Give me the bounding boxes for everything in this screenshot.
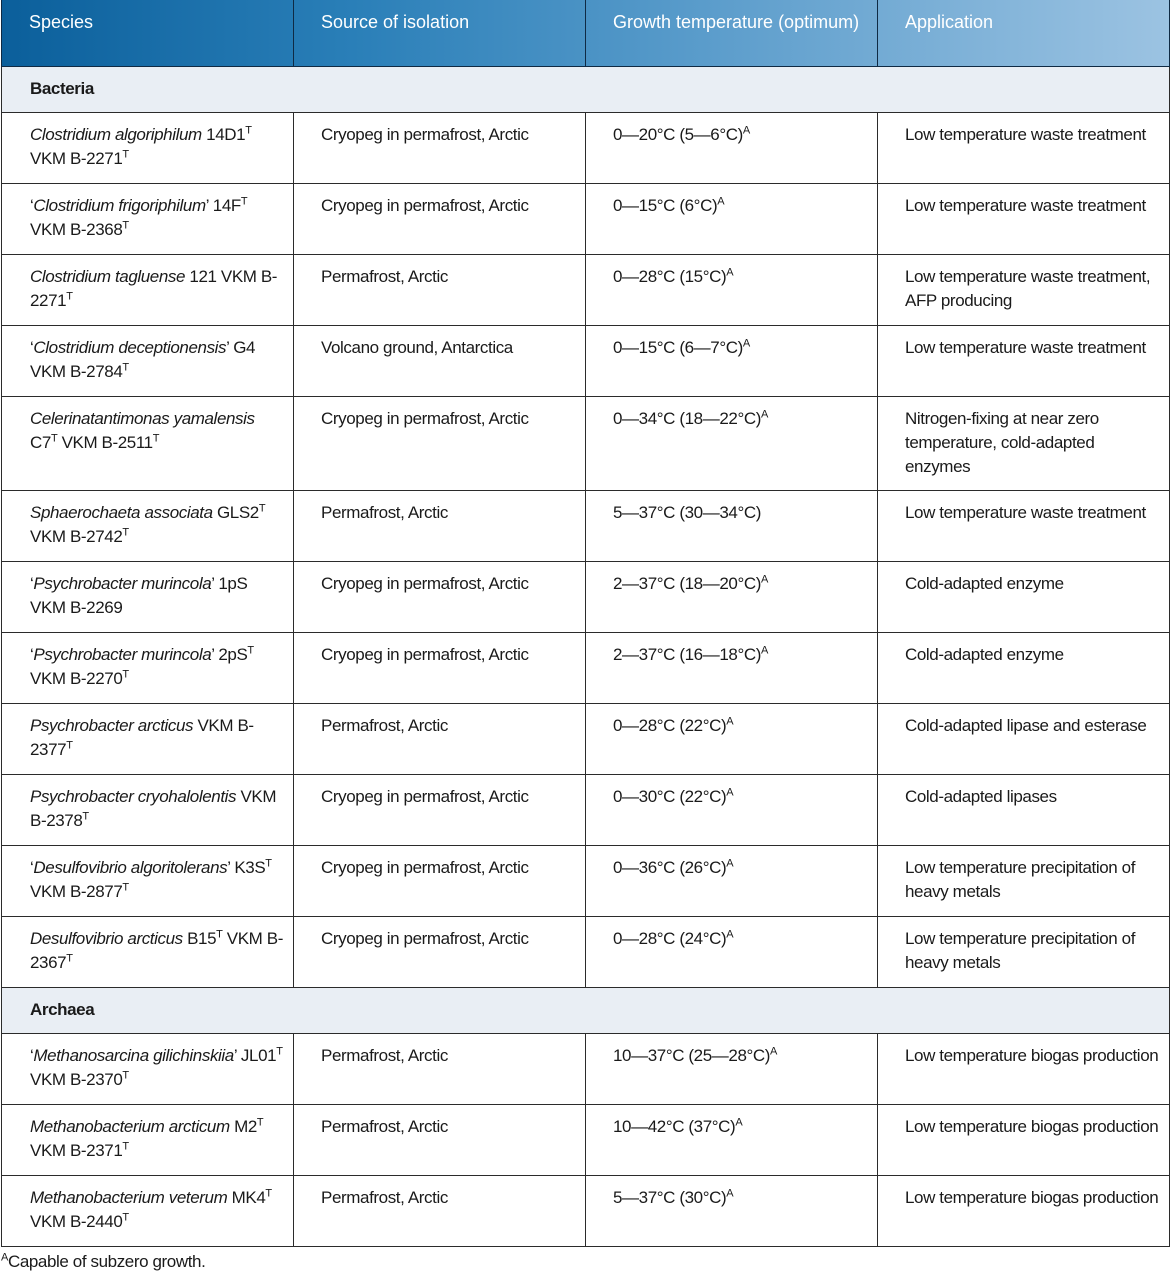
superscript: A [726, 1186, 734, 1199]
superscript: A [760, 407, 768, 420]
superscript: T [256, 1115, 264, 1128]
superscript: A [742, 123, 750, 136]
group-row [2, 987, 1170, 1033]
cell-growth [586, 1033, 878, 1104]
text-segment: ‘ [30, 857, 34, 877]
cell-source: Permafrost, Arctic [294, 703, 586, 774]
cell-species [2, 703, 294, 774]
cell-growth [586, 916, 878, 987]
superscript: T [50, 431, 58, 444]
group-row [2, 66, 1170, 112]
table-row [2, 112, 1170, 183]
text-segment: M2 [229, 1116, 257, 1136]
header-species: Species [2, 0, 294, 66]
cell-source: Permafrost, Arctic [294, 254, 586, 325]
table-row [2, 845, 1170, 916]
text-segment: MK4 [227, 1187, 266, 1207]
cell-application: Low temperature biogas production [878, 1175, 1170, 1246]
text-segment: GLS2 [212, 502, 259, 522]
cell-species [2, 490, 294, 561]
table-row [2, 1033, 1170, 1104]
footnote-marker: A [1, 1251, 8, 1264]
header-row [2, 0, 1170, 66]
superscript: T [66, 738, 73, 751]
cell-application: Cold-adapted lipase and esterase [878, 703, 1170, 774]
table-row [2, 254, 1170, 325]
cell-growth [586, 325, 878, 396]
text-segment: VKM B-2377 [30, 715, 254, 759]
text-segment: VKM B-2877 [30, 881, 123, 901]
cell-application: Cold-adapted enzyme [878, 561, 1170, 632]
cell-growth [586, 1104, 878, 1175]
cell-growth [586, 112, 878, 183]
text-segment: ‘ [30, 337, 34, 357]
text-segment: ’ 1pS VKM B-2269 [30, 573, 248, 617]
cell-application: Low temperature waste treatment [878, 183, 1170, 254]
text-segment: 5—37°C (30°C) [613, 1187, 727, 1207]
text-segment: VKM B-2511 [57, 432, 153, 452]
table-row [2, 916, 1170, 987]
cell-application: Nitrogen-fixing at near zero temperature, cold-adapted enzymes [878, 396, 1170, 490]
text-segment: VKM B-2368 [30, 219, 123, 239]
cell-species [2, 396, 294, 490]
italic-name: Psychrobacter murincola [33, 644, 212, 664]
cell-source: Cryopeg in permafrost, Arctic [294, 774, 586, 845]
italic-name: Desulfovibrio arcticus [30, 928, 183, 948]
italic-name: Clostridium deceptionensis [33, 337, 227, 357]
table-row [2, 1175, 1170, 1246]
text-segment: 5—37°C (30—34°C) [613, 502, 761, 522]
header-application: Application [878, 0, 1170, 66]
superscript: T [245, 123, 252, 136]
text-segment: 10—37°C (25—28°C) [613, 1045, 771, 1065]
superscript: A [717, 194, 725, 207]
cell-source: Volcano ground, Antarctica [294, 325, 586, 396]
superscript: A [735, 1115, 743, 1128]
superscript: A [726, 714, 734, 727]
superscript: T [247, 643, 254, 656]
table-row [2, 632, 1170, 703]
superscript: T [82, 809, 89, 822]
superscript: A [742, 336, 750, 349]
text-segment: ’ 2pS [211, 644, 248, 664]
cell-species [2, 1175, 294, 1246]
cell-species [2, 632, 294, 703]
cell-species [2, 112, 294, 183]
text-segment: 0—36°C (26°C) [613, 857, 727, 877]
cell-species [2, 916, 294, 987]
cell-application: Low temperature waste treatment [878, 490, 1170, 561]
cell-growth [586, 845, 878, 916]
text-segment: ‘ [30, 1045, 34, 1065]
cell-species [2, 845, 294, 916]
cell-application: Low temperature waste treatment [878, 112, 1170, 183]
cell-application: Cold-adapted enzyme [878, 632, 1170, 703]
text-segment: VKM B-2270 [30, 668, 123, 688]
italic-name: Clostridium algoriphilum [30, 124, 202, 144]
cell-source: Cryopeg in permafrost, Arctic [294, 845, 586, 916]
cell-growth [586, 490, 878, 561]
cell-source: Cryopeg in permafrost, Arctic [294, 632, 586, 703]
text-segment: 0—15°C (6—7°C) [613, 337, 743, 357]
cell-growth [586, 396, 878, 490]
superscript: A [726, 856, 734, 869]
superscript: T [122, 360, 129, 373]
cell-growth [586, 703, 878, 774]
table-row [2, 325, 1170, 396]
header-source: Source of isolation [294, 0, 586, 66]
cell-species [2, 254, 294, 325]
italic-name: Methanosarcina gilichinskiia [33, 1045, 234, 1065]
superscript: T [122, 147, 129, 160]
group-label: Bacteria [2, 66, 1170, 112]
italic-name: Methanobacterium veterum [30, 1187, 228, 1207]
text-segment: 0—28°C (24°C) [613, 928, 727, 948]
superscript: T [216, 927, 223, 940]
cell-species [2, 1104, 294, 1175]
italic-name: Clostridium tagluense [30, 266, 186, 286]
text-segment: VKM B-2378 [30, 786, 277, 830]
text-segment: 0—28°C (22°C) [613, 715, 727, 735]
superscript: T [122, 1139, 129, 1152]
table-header [2, 0, 1170, 66]
superscript: A [726, 265, 734, 278]
italic-name: Psychrobacter murincola [33, 573, 212, 593]
cell-application: Low temperature precipitation of heavy metals [878, 845, 1170, 916]
text-segment: ’ 14F [205, 195, 241, 215]
text-segment: 0—15°C (6°C) [613, 195, 718, 215]
superscript: T [66, 289, 73, 302]
group-label: Archaea [2, 987, 1170, 1033]
text-segment: 0—20°C (5—6°C) [613, 124, 743, 144]
italic-name: Psychrobacter cryohalolentis [30, 786, 237, 806]
text-segment: B15 [182, 928, 217, 948]
superscript: A [726, 927, 734, 940]
table-body [2, 66, 1170, 1246]
cell-application: Low temperature waste treatment [878, 325, 1170, 396]
superscript: T [265, 856, 272, 869]
table-row [2, 774, 1170, 845]
text-segment: VKM B-2271 [30, 148, 123, 168]
cell-growth [586, 561, 878, 632]
cell-source: Cryopeg in permafrost, Arctic [294, 112, 586, 183]
species-table [1, 0, 1170, 1247]
cell-growth [586, 183, 878, 254]
footnote-text: Capable of subzero growth. [7, 1252, 206, 1271]
text-segment: 10—42°C (37°C) [613, 1116, 736, 1136]
text-segment: 2—37°C (16—18°C) [613, 644, 761, 664]
text-segment: 0—28°C (15°C) [613, 266, 727, 286]
italic-name: Methanobacterium arcticum [30, 1116, 230, 1136]
cell-source: Permafrost, Arctic [294, 490, 586, 561]
superscript: T [152, 431, 160, 444]
superscript: T [240, 194, 248, 207]
text-segment: ’ K3S [227, 857, 266, 877]
text-segment: VKM B-2742 [30, 526, 123, 546]
cell-species [2, 183, 294, 254]
cell-growth [586, 632, 878, 703]
cell-growth [586, 774, 878, 845]
table-row [2, 490, 1170, 561]
superscript: A [760, 643, 768, 656]
text-segment: 14D1 [201, 124, 246, 144]
italic-name: Sphaerochaeta associata [30, 502, 213, 522]
italic-name: Psychrobacter arcticus [30, 715, 194, 735]
cell-source: Permafrost, Arctic [294, 1175, 586, 1246]
cell-growth [586, 1175, 878, 1246]
cell-source: Permafrost, Arctic [294, 1104, 586, 1175]
superscript: T [258, 501, 266, 514]
cell-source: Cryopeg in permafrost, Arctic [294, 561, 586, 632]
text-segment: 2—37°C (18—20°C) [613, 573, 761, 593]
text-segment: ’ G4 VKM B-2784 [30, 337, 256, 381]
table-row [2, 396, 1170, 490]
cell-species [2, 561, 294, 632]
italic-name: Desulfovibrio algoritolerans [33, 857, 228, 877]
italic-name: Celerinatantimonas yamalensis [30, 408, 255, 428]
header-growth: Growth temperature (optimum) [586, 0, 878, 66]
italic-name: Clostridium frigoriphilum [33, 195, 206, 215]
text-segment: ‘ [30, 644, 34, 664]
text-segment: ‘ [30, 195, 34, 215]
text-segment: VKM B-2440 [30, 1211, 123, 1231]
superscript: T [265, 1186, 272, 1199]
superscript: T [66, 951, 73, 964]
superscript: T [122, 218, 129, 231]
superscript: T [122, 880, 129, 893]
superscript: T [122, 1210, 129, 1223]
cell-application: Low temperature biogas production [878, 1104, 1170, 1175]
text-segment: 121 VKM B-2271 [30, 266, 278, 310]
footnote [1, 1252, 205, 1272]
superscript: T [122, 1068, 129, 1081]
cell-application: Cold-adapted lipases [878, 774, 1170, 845]
superscript: T [122, 667, 129, 680]
text-segment: VKM B-2367 [30, 928, 283, 972]
table-row [2, 703, 1170, 774]
superscript: A [726, 785, 734, 798]
table-row [2, 183, 1170, 254]
cell-application: Low temperature biogas production [878, 1033, 1170, 1104]
cell-source: Cryopeg in permafrost, Arctic [294, 916, 586, 987]
text-segment: VKM B-2371 [30, 1140, 123, 1160]
cell-application: Low temperature precipitation of heavy metals [878, 916, 1170, 987]
cell-source: Cryopeg in permafrost, Arctic [294, 396, 586, 490]
table-row [2, 561, 1170, 632]
text-segment: ’ JL01 [233, 1045, 277, 1065]
text-segment: 0—30°C (22°C) [613, 786, 727, 806]
cell-species [2, 325, 294, 396]
text-segment: 0—34°C (18—22°C) [613, 408, 761, 428]
text-segment: C7 [30, 432, 51, 452]
table-row [2, 1104, 1170, 1175]
superscript: T [276, 1044, 283, 1057]
cell-application: Low temperature waste treatment, AFP producing [878, 254, 1170, 325]
text-segment: VKM B-2370 [30, 1069, 123, 1089]
cell-species [2, 1033, 294, 1104]
cell-species [2, 774, 294, 845]
text-segment: ‘ [30, 573, 34, 593]
cell-growth [586, 254, 878, 325]
superscript: T [122, 525, 129, 538]
cell-source: Cryopeg in permafrost, Arctic [294, 183, 586, 254]
superscript: A [760, 572, 768, 585]
superscript: A [770, 1044, 777, 1057]
cell-source: Permafrost, Arctic [294, 1033, 586, 1104]
